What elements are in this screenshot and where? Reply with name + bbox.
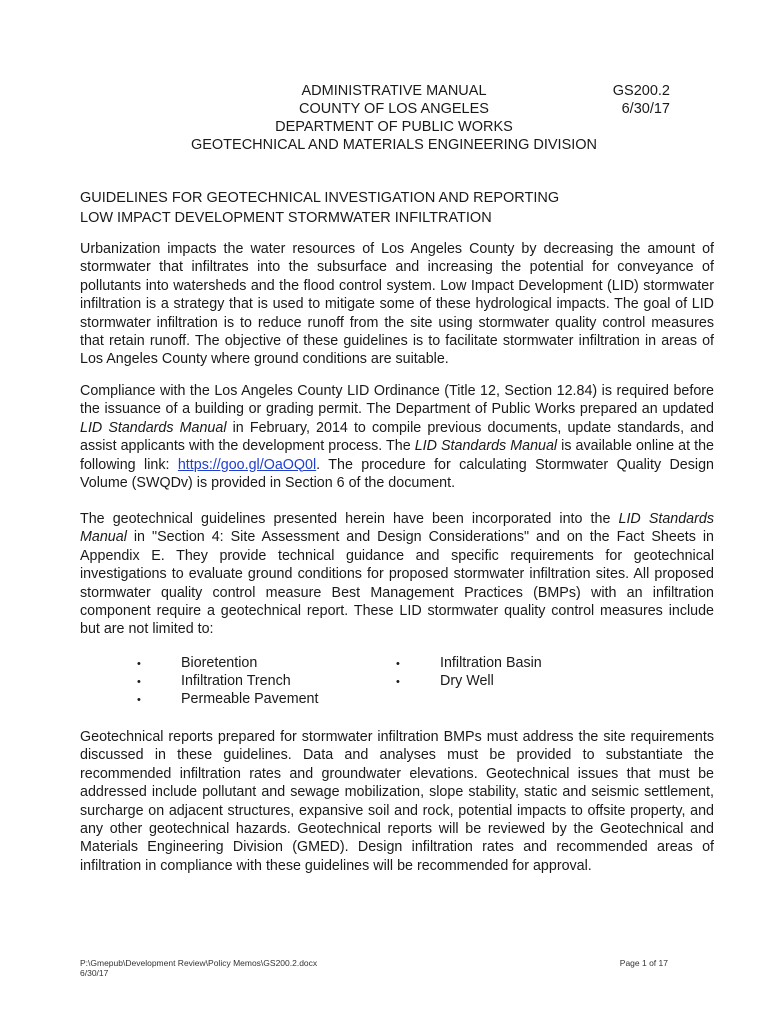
header-date: 6/30/17 — [621, 101, 670, 117]
list-item-label: Permeable Pavement — [181, 691, 319, 707]
p2-manual-title-2: LID Standards Manual — [414, 438, 558, 455]
p2-text-f: . The procedure for calculating Stormwater Quality Design Volume (SWQDv) is provided in Section 6 of the document. — [80, 456, 714, 492]
footer-file-path: P:\Gmepub\Development Review\Policy Memos\GS200.2.docx — [80, 958, 318, 968]
header-manual: ADMINISTRATIVE MANUAL — [301, 83, 487, 99]
p3-manual-title: LID Standards Manual — [80, 511, 714, 546]
header-division: GEOTECHNICAL AND MATERIALS ENGINEERING DIVISION — [190, 137, 598, 153]
p2-manual-title-1: LID Standards Manual — [80, 419, 227, 436]
list-item — [137, 654, 257, 673]
bullet-icon: • — [396, 658, 400, 670]
p3-text-a: The geotechnical guidelines presented herein have been incorporated into the — [80, 511, 619, 527]
list-item-label: Infiltration Trench — [181, 673, 291, 689]
footer-left — [80, 958, 317, 978]
header-doc-number: GS200.2 — [612, 83, 670, 99]
paragraph-intro: Urbanization impacts the water resources of Los Angeles County by decreasing the amount of stormwater that infiltrates into the subsurface and increasing the potential for conveyance of pollutants into watersheds and the flood control system. Low Impact Development (LID) stormwater infiltration is a strategy that is used to mitigate some of these hydrological impacts. The goal of LID stormwater infiltration is to reduce runoff from the site using stormwater quality control measures that retain runoff. The objective of these guidelines is to facilitate stormwater infiltration in areas of Los Angeles County where ground conditions are suitable. — [80, 241, 714, 368]
title-line-2: LOW IMPACT DEVELOPMENT STORMWATER INFILTRATION — [80, 210, 492, 226]
paragraph-guidelines — [80, 510, 714, 639]
list-item — [137, 690, 318, 709]
list-item — [137, 672, 291, 691]
list-item-label: Infiltration Basin — [440, 655, 542, 671]
lid-manual-link[interactable]: https://goo.gl/OaOQ0l — [177, 456, 317, 473]
p2-text-a: Compliance with the Los Angeles County LID Ordinance (Title 12, Section 12.84) is required before the issuance of a building or grading permit. The Department of Public Works prepared an updated — [80, 383, 714, 418]
bullet-icon: • — [137, 658, 141, 670]
bullet-icon: • — [137, 694, 141, 706]
p2-text-e: is available online at the following link: — [80, 438, 715, 473]
footer-page-number: Page 1 of 17 — [619, 958, 668, 968]
p2-text-c: in February, 2014 to compile previous documents, update standards, and assist applicants with the development process. The — [80, 419, 714, 455]
paragraph-reports: Geotechnical reports prepared for stormwater infiltration BMPs must address the site requirements discussed in these guidelines. Data and analyses must be provided to substantiate the recommended infiltration rates and groundwater elevations. Geotechnical issues that must be addressed include pollutant and sewage mobilization, slope stability, static and seismic settlement, surcharge on adjacent structures, expansive soil and rock, potential impacts to offsite property, and any other geotechnical hazards. Geotechnical reports will be reviewed by the Geotechnical and Materials Engineering Division (GMED). Design infiltration rates and recommended areas of infiltration in compliance with these guidelines will be recommended for approval. — [80, 729, 714, 874]
list-item — [396, 654, 542, 673]
bullet-icon: • — [137, 676, 141, 688]
title-line-1: GUIDELINES FOR GEOTECHNICAL INVESTIGATION AND REPORTING — [80, 190, 560, 206]
header-county: COUNTY OF LOS ANGELES — [299, 101, 489, 117]
paragraph-compliance — [80, 382, 714, 492]
header-department: DEPARTMENT OF PUBLIC WORKS — [275, 119, 513, 135]
footer-date: 6/30/17 — [80, 968, 109, 978]
p3-text-c: in "Section 4: Site Assessment and Design Considerations" and on the Fact Sheets in Appendix E. They provide technical guidance and specific requirements for geotechnical investigations to evaluate ground conditions for proposed stormwater infiltration sites. All proposed stormwater quality control measure Best Management Practices (BMPs) with an infiltration component require a geotechnical report. These LID stormwater quality control measures include but are not limited to: — [80, 529, 714, 638]
bullet-icon: • — [396, 676, 400, 688]
list-item-label: Dry Well — [440, 673, 494, 689]
list-item-label: Bioretention — [181, 655, 258, 671]
document-title — [80, 188, 690, 228]
list-item — [396, 672, 494, 691]
